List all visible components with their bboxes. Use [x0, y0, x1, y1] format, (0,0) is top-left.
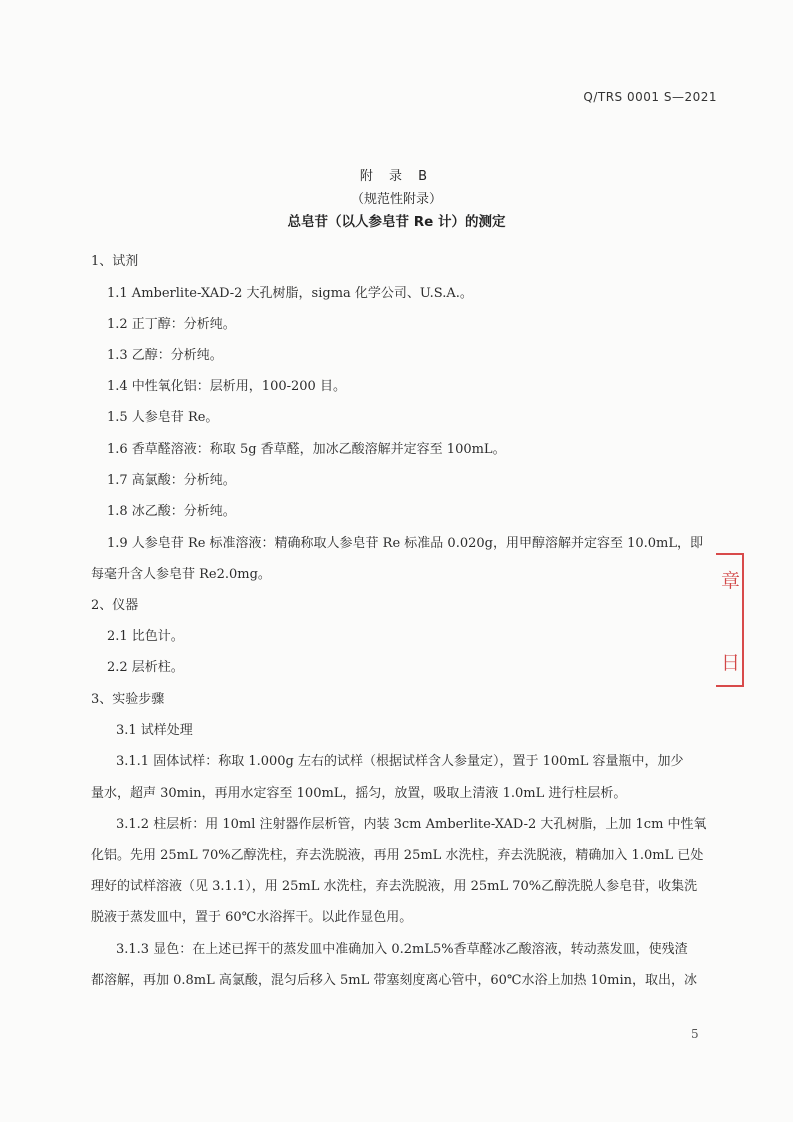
- standard-number: Q/TRS 0001 S—2021: [583, 90, 717, 104]
- procedure-paragraph-continuation: 都溶解，再加 0.8mL 高氯酸，混匀后移入 5mL 带塞刻度离心管中，60℃水浴上加热 10min，取出，冰: [91, 973, 698, 988]
- reagent-item: 1.1 Amberlite-XAD-2 大孔树脂，sigma 化学公司、U.S.A.。: [107, 286, 473, 301]
- instrument-item: 2.2 层析柱。: [107, 660, 184, 675]
- seal-stamp-char: 章: [721, 570, 741, 592]
- procedure-paragraph-continuation: 量水，超声 30min，再用水定容至 100mL，摇匀，放置，吸取上清液 1.0mL 进行柱层析。: [91, 786, 627, 801]
- reagent-item: 1.9 人参皂苷 Re 标准溶液：精确称取人参皂苷 Re 标准品 0.020g，用甲醇溶解并定容至 10.0mL，即: [107, 536, 704, 551]
- procedure-paragraph-continuation: 化铝。先用 25mL 70%乙醇洗柱，弃去洗脱液，再用 25mL 水洗柱，弃去洗脱液，精确加入 1.0mL 已处: [91, 848, 704, 863]
- appendix-title: 总皂苷（以人参皂苷 Re 计）的测定: [287, 214, 506, 230]
- procedure-paragraph: 3.1.1 固体试样：称取 1.000g 左右的试样（根据试样含人参量定），置于 100mL 容量瓶中，加少: [116, 754, 684, 769]
- reagent-item: 1.8 冰乙酸：分析纯。: [107, 504, 236, 519]
- page-number: 5: [691, 1027, 699, 1041]
- reagent-item: 1.6 香草醛溶液：称取 5g 香草醛，加冰乙酸溶解并定容至 100mL。: [107, 442, 506, 457]
- reagent-item: 1.3 乙醇：分析纯。: [107, 348, 223, 363]
- reagent-item-continuation: 每毫升含人参皂苷 Re2.0mg。: [91, 567, 271, 582]
- appendix-type: （规范性附录）: [350, 192, 442, 207]
- instrument-item: 2.1 比色计。: [107, 629, 184, 644]
- subsection-heading: 3.1 试样处理: [116, 723, 193, 738]
- reagent-item: 1.5 人参皂苷 Re。: [107, 410, 219, 425]
- seal-stamp-char: 日: [721, 652, 741, 674]
- reagent-item: 1.4 中性氧化铝：层析用，100-200 目。: [107, 379, 346, 394]
- section-heading-instruments: 2、仪器: [91, 598, 139, 613]
- appendix-label: 附 录 B: [359, 169, 434, 184]
- procedure-paragraph-continuation: 理好的试样溶液（见 3.1.1），用 25mL 水洗柱，弃去洗脱液，用 25mL 70%乙醇洗脱人参皂苷，收集洗: [91, 879, 698, 894]
- procedure-paragraph: 3.1.2 柱层析：用 10ml 注射器作层析管，内装 3cm Amberlite-XAD-2 大孔树脂，上加 1cm 中性氧: [116, 817, 707, 832]
- procedure-paragraph-continuation: 脱液于蒸发皿中，置于 60℃水浴挥干。以此作显色用。: [91, 910, 413, 925]
- procedure-paragraph: 3.1.3 显色：在上述已挥干的蒸发皿中准确加入 0.2mL5%香草醛冰乙酸溶液，转动蒸发皿，使残渣: [116, 942, 688, 957]
- section-heading-procedure: 3、实验步骤: [91, 692, 165, 707]
- reagent-item: 1.2 正丁醇：分析纯。: [107, 317, 236, 332]
- section-heading-reagents: 1、试剂: [91, 254, 139, 269]
- reagent-item: 1.7 高氯酸：分析纯。: [107, 473, 236, 488]
